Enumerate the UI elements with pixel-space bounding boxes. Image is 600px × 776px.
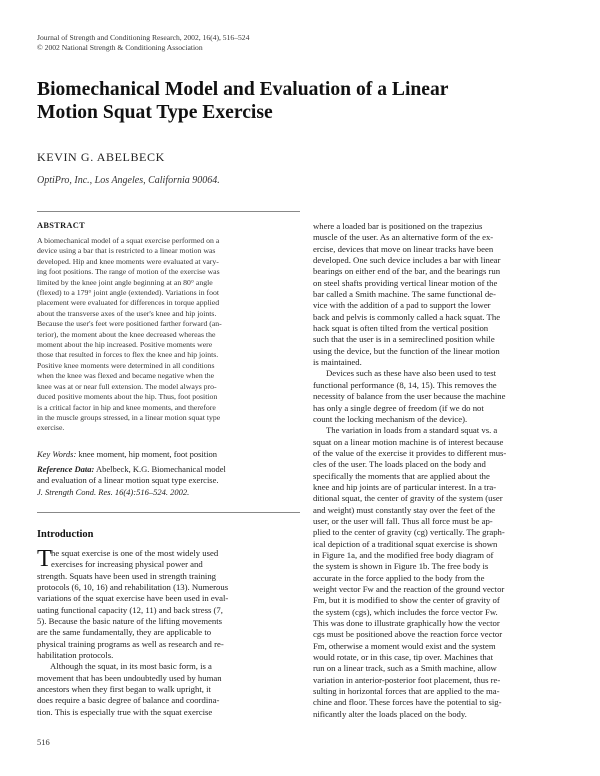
- text-line: the system (cgs), which includes the force vector Fw.: [313, 606, 498, 617]
- text-line: chine and floor. These forces have the potential to sig-: [313, 697, 502, 708]
- text-line: movement that has been undoubtedly used by human: [37, 672, 222, 683]
- text-line: nificantly alter the loads placed on the body.: [313, 708, 467, 719]
- text-line: developed. Hip and knee moments were evaluated at vary-: [37, 256, 219, 266]
- introduction-heading: Introduction: [37, 529, 94, 540]
- text-line: The variation in loads from a standard squat vs. a: [326, 425, 498, 436]
- text-line: hack squat is often tilted from the vertical position: [313, 323, 489, 334]
- text-line: when the knee was flexed and became negative when the: [37, 371, 215, 381]
- text-line: device using a bar that is restricted to a linear motion was: [37, 246, 216, 256]
- text-line: Devices such as these have also been used to test: [326, 368, 497, 379]
- right-column-body: [313, 221, 506, 720]
- text-line: cles of the user. The loads placed on the body and: [313, 459, 486, 470]
- reference-label: Reference Data:: [37, 464, 95, 474]
- text-line: back and pelvis is commonly called a hack squat. The: [313, 311, 501, 322]
- text-line: cgs must be positioned above the reaction force vector: [313, 629, 503, 640]
- text-line: habilitation protocols.: [37, 650, 114, 661]
- text-line: does require a basic degree of balance and coordina-: [37, 695, 220, 706]
- text-line: sulting in horizontal forces that are applied to the ma-: [313, 686, 500, 697]
- text-line: developed. One such device includes a bar with linear: [313, 255, 501, 266]
- drop-cap: T: [37, 546, 52, 572]
- text-line: ancestors when they first began to walk upright, it: [37, 684, 211, 695]
- text-line: where a loaded bar is positioned on the trapezius: [313, 221, 483, 231]
- text-line: knee and hip joints are of particular interest. In a tra-: [313, 481, 497, 492]
- text-line: Because the user's feet were positioned farther forward (an-: [37, 319, 222, 329]
- text-line: plied to the center of gravity (cg) vertically. The graph-: [313, 527, 505, 538]
- reference-data: [37, 464, 226, 498]
- text-line: ercise, devices that move on linear tracks have been: [313, 243, 494, 254]
- article-title-line-1: Biomechanical Model and Evaluation of a Linear: [37, 79, 449, 100]
- text-line: exercise.: [37, 423, 65, 433]
- keywords: [37, 449, 217, 459]
- text-line: 5). Because the basic nature of the lifting movements: [37, 616, 223, 627]
- journal-citation-line: Journal of Strength and Conditioning Research, 2002, 16(4), 516–524: [37, 33, 250, 42]
- text-line: about the transverse axes of the user's knee and hip joints.: [37, 308, 217, 318]
- text-line: has only a single degree of freedom (if we do not: [313, 402, 484, 413]
- reference-text-1: Abelbeck, K.G. Biomechanical model: [96, 464, 226, 474]
- text-line: using the device, but the function of the linear motion: [313, 345, 500, 356]
- article-title: [37, 78, 577, 124]
- text-line: functional performance (8, 14, 15). This removes the: [313, 379, 497, 390]
- journal-header: [37, 33, 249, 53]
- text-line: tion. This is especially true with the squat exercise: [37, 706, 213, 717]
- text-line: bar called a Smith machine. The same functional de-: [313, 289, 496, 300]
- text-line: Although the squat, in its most basic form, is a: [50, 661, 212, 672]
- text-line: muscle of the user. As an alternative form of the ex-: [313, 232, 494, 243]
- author-affiliation: OptiPro, Inc., Los Angeles, California 90064.: [37, 175, 220, 186]
- text-line: knee was at or near full extension. The model always pro-: [37, 381, 217, 391]
- text-line: count the locking mechanism of the device).: [313, 413, 468, 424]
- text-line: variations of the squat exercise have been used in eval-: [37, 593, 229, 604]
- text-line: moment about the hip increased. Positive moments were: [37, 340, 213, 350]
- text-line: exercises for increasing physical power and: [51, 559, 203, 570]
- text-line: (flexed) to a 179° joint angle (extended). Variations in foot: [37, 288, 220, 298]
- abstract-bottom-rule: [37, 512, 300, 513]
- text-line: run on a linear track, such as a Smith machine, allow: [313, 663, 497, 674]
- text-line: Fm, but it is modified to show the center of gravity of: [313, 595, 500, 606]
- abstract-top-rule: [37, 211, 300, 212]
- text-line: are the same fundamentally, they are applicable to: [37, 627, 212, 638]
- text-line: ditional squat, the center of gravity of the system (user: [313, 493, 503, 504]
- text-line: physical training programs as well as research and re-: [37, 638, 224, 649]
- text-line: vice with the addition of a pad to support the lower: [313, 300, 491, 311]
- text-line: Positive knee moments were determined in all conditions: [37, 360, 215, 370]
- text-line: uating functional capacity (12, 11) and back stress (7,: [37, 604, 223, 615]
- text-line: such that the user is in a semireclined position while: [313, 334, 495, 345]
- text-line: duced positive moments about the hip. Thus, foot position: [37, 392, 218, 402]
- text-line: the system is shown in Figure 1b. The free body is: [313, 561, 489, 572]
- text-line: squat on a linear motion machine is of interest because: [313, 436, 504, 447]
- copyright-line: © 2002 National Strength & Conditioning Association: [37, 43, 203, 52]
- text-line: Fm, otherwise a moment would exist and the system: [313, 640, 496, 651]
- text-line: strength. Squats have been used in strength training: [37, 570, 217, 581]
- text-line: on steel shafts providing vertical linear motion of the: [313, 277, 498, 288]
- page-number: 516: [37, 737, 50, 747]
- author-name: KEVIN G. ABELBECK: [37, 150, 165, 164]
- text-line: is a critical factor in hip and knee moments, and therefore: [37, 402, 216, 412]
- text-line: would rotate, or in this case, tip over. Machines that: [313, 652, 493, 663]
- text-line: those that resulted in forces to flex the knee and hip joints.: [37, 350, 219, 360]
- abstract-heading: ABSTRACT: [37, 221, 86, 230]
- text-line: limited by the knee joint angle beginning at an 80° angle: [37, 277, 213, 287]
- keywords-text: knee moment, hip moment, foot position: [78, 449, 217, 459]
- text-line: weight vector Fw and the reaction of the ground vector: [313, 584, 505, 594]
- text-line: necessity of balance from the user because the machine: [313, 391, 506, 402]
- reference-text-2: and evaluation of a linear motion squat type exercise.: [37, 475, 219, 486]
- text-line: bearings on either end of the bar, and the bearings run: [313, 266, 501, 277]
- text-line: and weight) must constantly stay over the feet of the: [313, 504, 496, 515]
- keywords-label: Key Words:: [37, 449, 77, 459]
- text-line: This was done to illustrate graphically how the vector: [313, 618, 500, 629]
- text-line: protocols (6, 10, 16) and rehabilitation (13). Numerous: [37, 582, 229, 593]
- introduction-body: [37, 548, 228, 718]
- text-line: of the value of the exercise it provides to different mus-: [313, 447, 507, 458]
- text-line: terior), the moment about the knee decreased whereas the: [37, 329, 216, 339]
- text-line: is maintained.: [313, 357, 362, 368]
- abstract-body: [37, 236, 222, 434]
- text-line: A biomechanical model of a squat exercise performed on a: [37, 236, 220, 245]
- text-line: ical depiction of a traditional squat exercise is shown: [313, 538, 498, 549]
- text-line: user, or the user will fall. Thus all force must be ap-: [313, 515, 493, 526]
- text-line: in Figure 1a, and the modified free body diagram of: [313, 549, 494, 560]
- reference-text-3: J. Strength Cond. Res. 16(4):516–524. 2002.: [37, 486, 190, 497]
- text-line: in the muscle groups stressed, in a linear motion squat type: [37, 412, 221, 422]
- text-line: variation in anterior-posterior foot placement, thus re-: [313, 674, 501, 685]
- text-line: he squat exercise is one of the most widely used: [51, 548, 219, 558]
- text-line: accurate in the force applied to the body from the: [313, 572, 485, 583]
- text-line: ing foot positions. The range of motion of the exercise was: [37, 267, 220, 277]
- article-title-line-2: Motion Squat Type Exercise: [37, 102, 273, 123]
- text-line: placement were evaluated for differences in torque applied: [37, 298, 220, 308]
- text-line: specifically the moments that are applied about the: [313, 470, 490, 481]
